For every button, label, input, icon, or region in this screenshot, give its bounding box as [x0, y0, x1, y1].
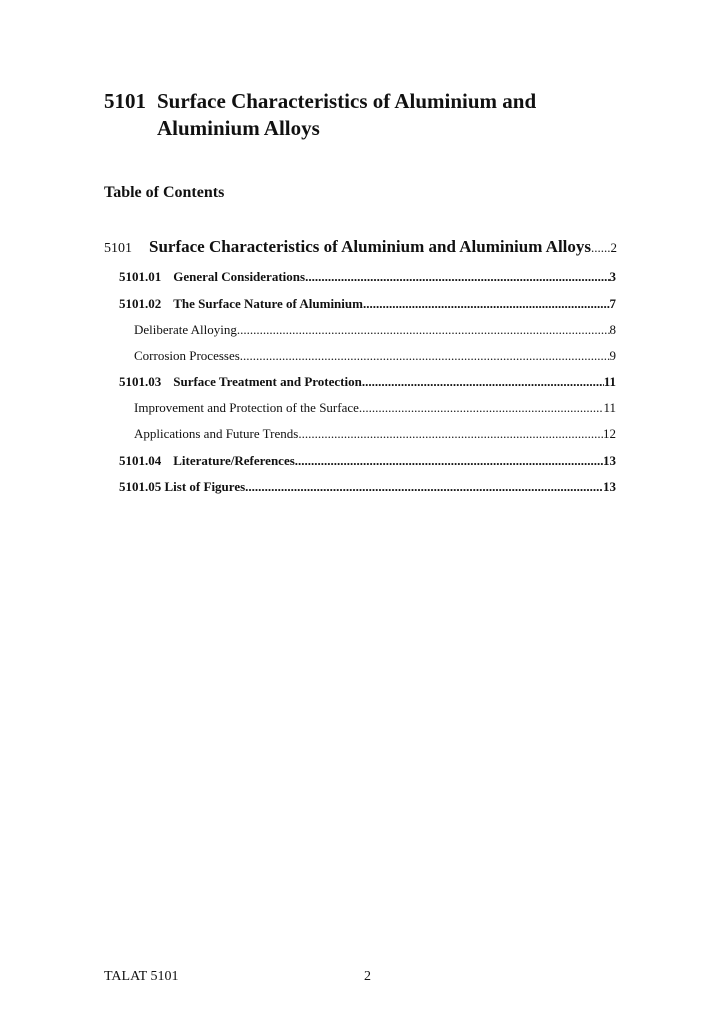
page-title: [104, 88, 664, 142]
toc-entry-general-considerations[interactable]: [119, 269, 616, 285]
toc-leader-dots: [362, 374, 604, 390]
toc-entry-page: 13: [603, 453, 616, 468]
toc-entry-page: 3: [609, 269, 616, 284]
toc-entry-page: 7: [609, 296, 616, 311]
toc-entry-title: Improvement and Protection of the Surface: [134, 400, 359, 415]
toc-leader-dots: [237, 322, 610, 338]
toc-entry-title: Deliberate Alloying: [134, 322, 237, 337]
toc-entry-title: Surface Treatment and Protection: [173, 374, 362, 389]
toc-leader-dots: [305, 269, 609, 285]
footer-doc-id: TALAT 5101: [104, 969, 179, 984]
toc-entry-title: Literature/References: [173, 453, 295, 468]
toc-entry-page: 11: [603, 374, 616, 389]
toc-leader-dots: [245, 479, 603, 495]
toc-entry-title: 5101.05 List of Figures: [119, 479, 246, 494]
toc-entry-title: Applications and Future Trends: [134, 426, 299, 441]
toc-entry-page: 12: [603, 426, 616, 441]
toc-entry-applications-trends[interactable]: [134, 426, 616, 442]
toc-entry-number: 5101.04: [119, 453, 162, 468]
toc-heading: Table of Contents: [104, 184, 225, 201]
toc-leader-dots: [359, 400, 604, 416]
toc-main-entry[interactable]: [104, 237, 617, 257]
toc-entry-number: 5101.01: [119, 269, 162, 284]
toc-entry-improvement-protection[interactable]: [134, 400, 616, 416]
title-line-2: Aluminium Alloys: [157, 115, 320, 140]
toc-entry-page: 8: [609, 322, 616, 337]
toc-entry-page: 2: [610, 240, 617, 255]
toc-entry-page: 9: [609, 348, 616, 363]
toc-entry-number: 5101: [104, 241, 132, 256]
toc-entry-title: Corrosion Processes: [134, 348, 240, 363]
toc-leader-dots: [591, 240, 610, 256]
toc-entry-surface-nature[interactable]: [119, 296, 616, 312]
toc-entry-list-of-figures[interactable]: [119, 479, 616, 495]
toc-entry-page: 11: [603, 400, 616, 415]
toc-leader-dots: [363, 296, 610, 312]
toc-entry-corrosion-processes[interactable]: [134, 348, 616, 364]
toc-entry-surface-treatment[interactable]: [119, 374, 616, 390]
toc-entry-page: 13: [603, 479, 616, 494]
footer-page-number: 2: [364, 969, 371, 984]
toc-entry-title: Surface Characteristics of Aluminium and Aluminium Alloys: [149, 237, 592, 256]
title-line-1: Surface Characteristics of Aluminium and: [157, 89, 537, 113]
toc-entry-literature-references[interactable]: [119, 453, 616, 469]
toc-entry-number: 5101.02: [119, 296, 162, 311]
toc-leader-dots: [295, 453, 603, 469]
toc-leader-dots: [298, 426, 603, 442]
toc-entry-deliberate-alloying[interactable]: [134, 322, 616, 338]
toc-entry-title: The Surface Nature of Aluminium: [173, 296, 363, 311]
toc-leader-dots: [240, 348, 610, 364]
toc-entry-title: General Considerations: [173, 269, 306, 284]
toc-entry-number: 5101.03: [119, 374, 162, 389]
title-number: 5101: [104, 89, 146, 113]
